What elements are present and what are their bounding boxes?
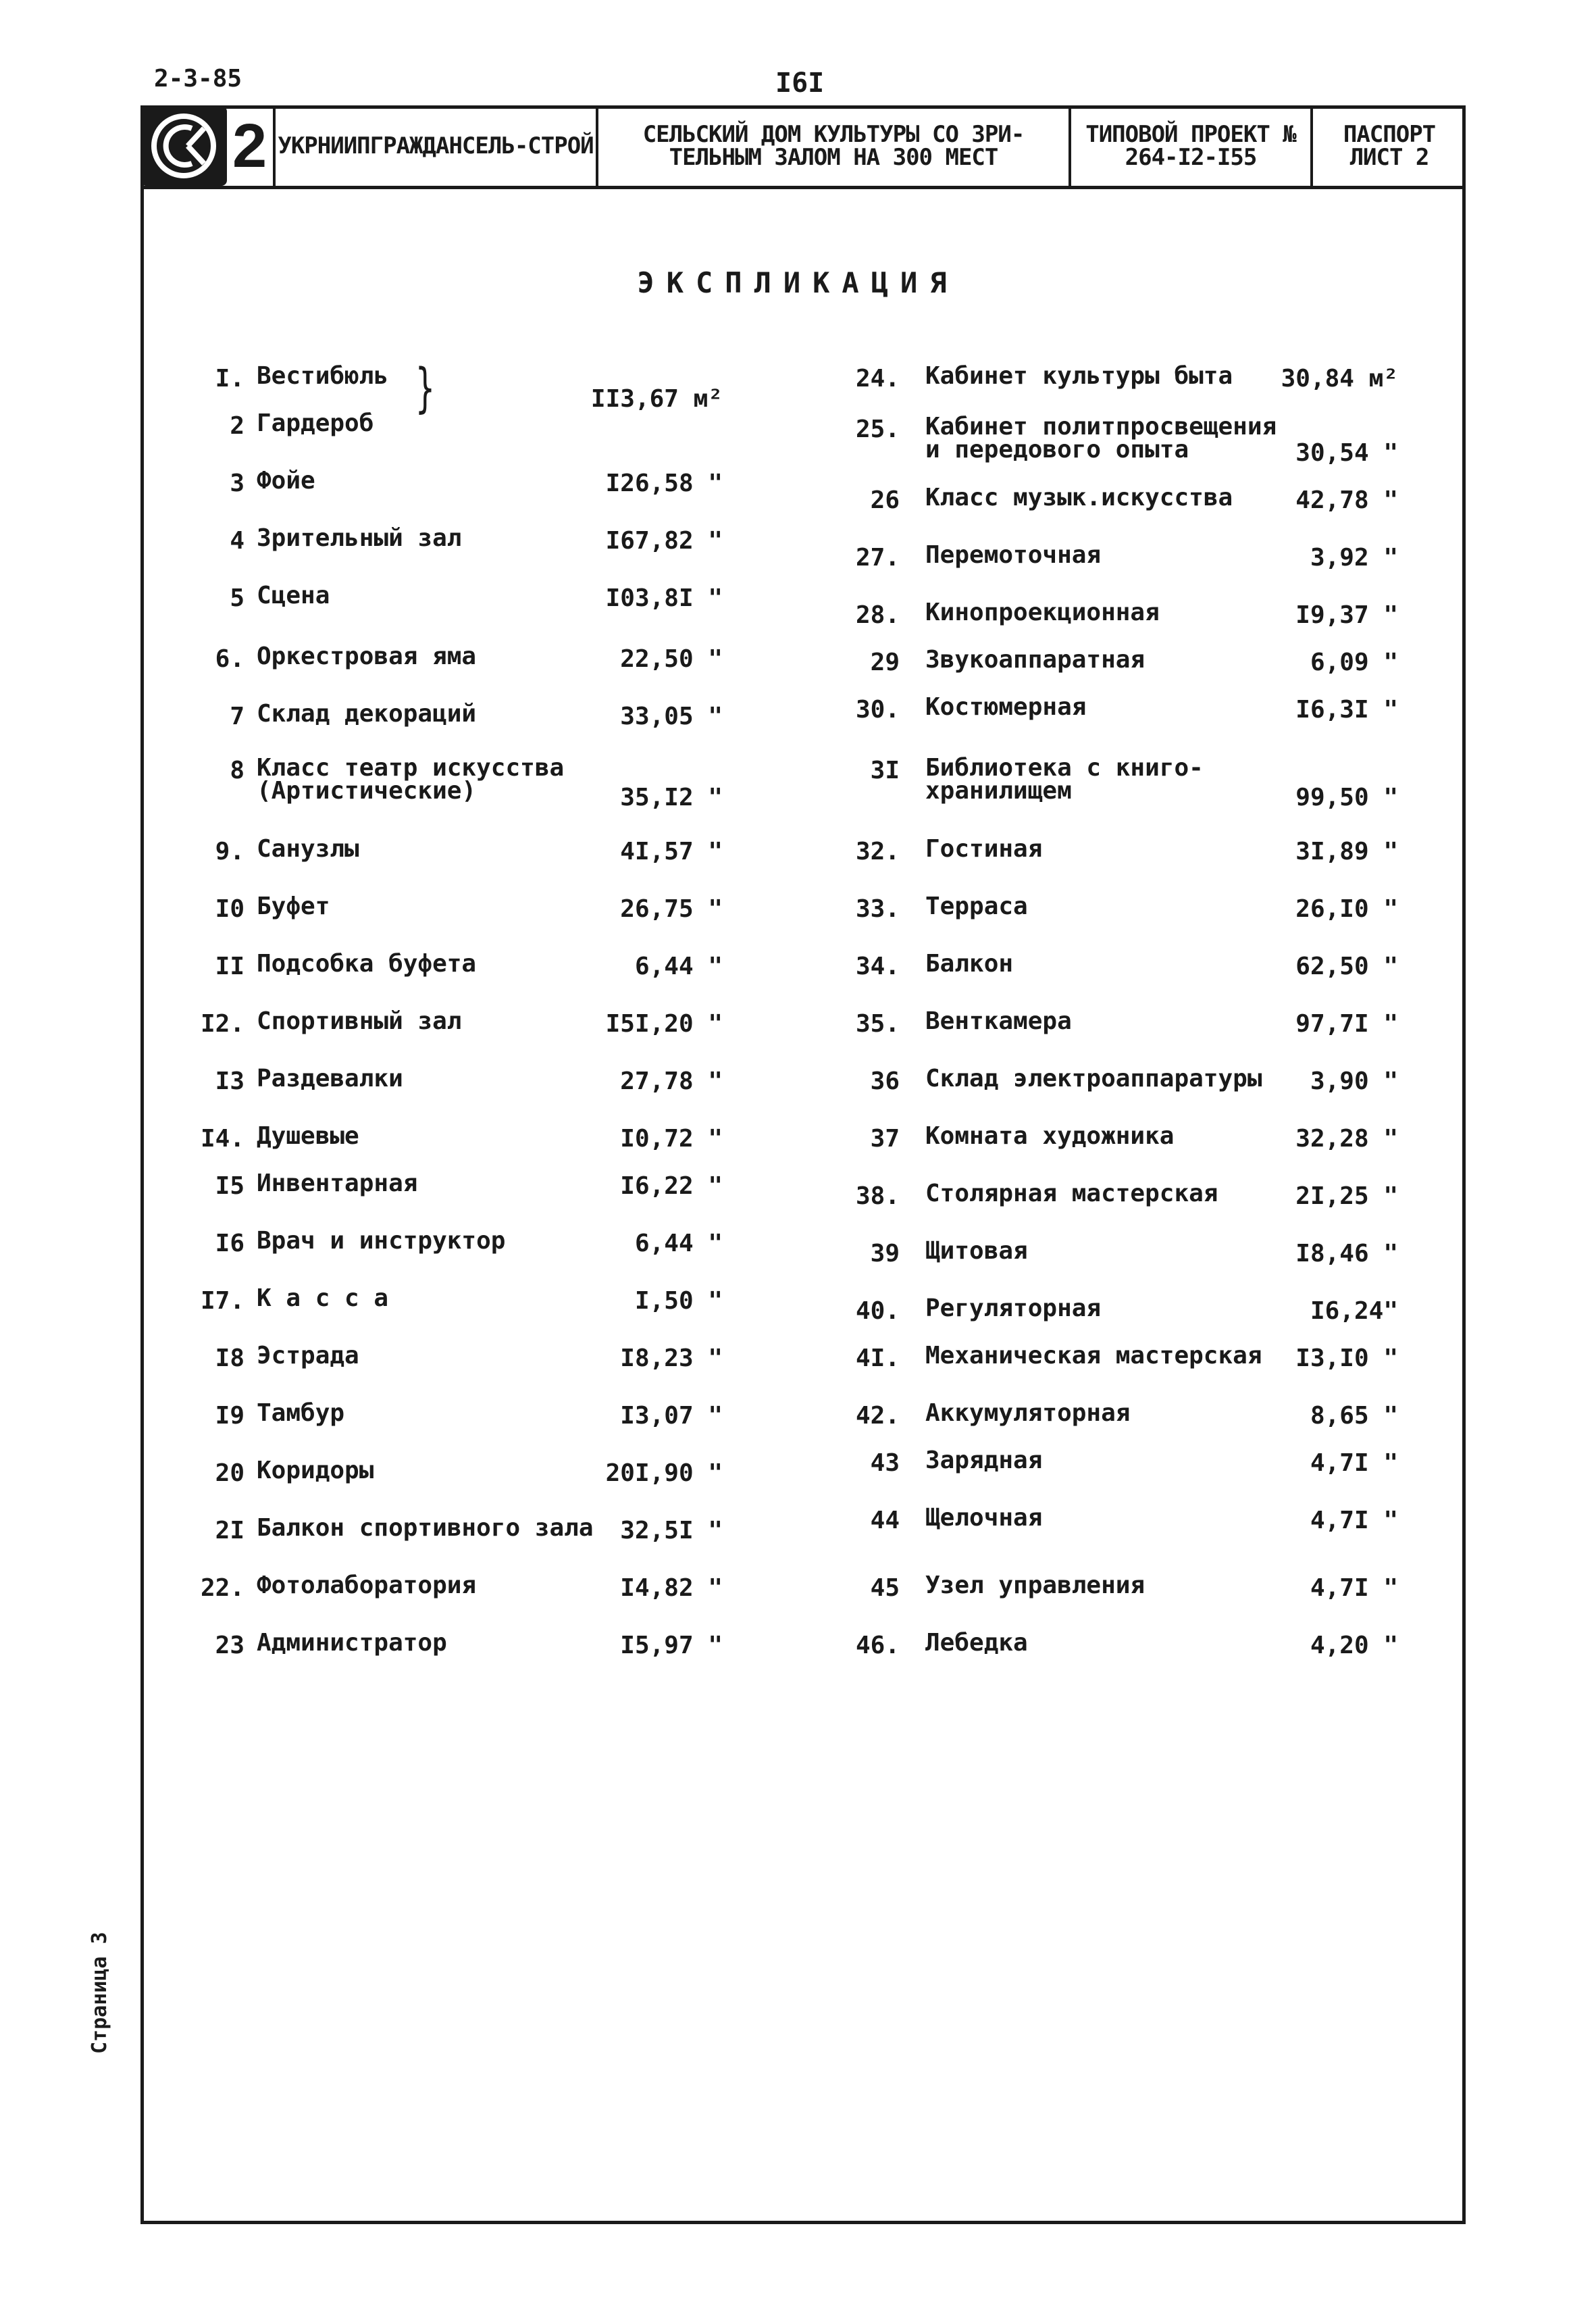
room-number: I2.: [200, 1010, 244, 1038]
room-number: 37: [870, 1125, 900, 1153]
room-number: 23: [215, 1632, 244, 1659]
room-name: Инвентарная: [257, 1169, 418, 1197]
explication-heading: ЭКСПЛИКАЦИЯ: [637, 266, 959, 299]
room-area: 32,5I ": [620, 1517, 723, 1544]
room-name: Подсобка буфета: [257, 950, 477, 978]
room-name: Кинопроекционная: [925, 599, 1160, 626]
room-area: I26,58 ": [605, 470, 723, 497]
room-name: Тамбур: [257, 1399, 345, 1427]
room-area: 6,44 ": [634, 953, 723, 980]
room-number: 8: [230, 757, 244, 784]
room-area: 4,7I ": [1310, 1449, 1398, 1477]
room-name: Сцена: [257, 582, 330, 609]
room-name: Зрительный зал: [257, 524, 462, 552]
room-number: 2I: [215, 1517, 244, 1544]
room-area: 6,09 ": [1310, 649, 1398, 676]
room-name: Фойе: [257, 467, 315, 495]
room-name: Склад электроаппаратуры: [925, 1065, 1262, 1092]
room-number: 34.: [855, 953, 900, 980]
room-number: 6.: [215, 645, 244, 673]
room-area: II3,67 м²: [590, 385, 723, 413]
room-number: 4: [230, 527, 244, 555]
room-name: Кабинет культуры быта: [925, 362, 1233, 390]
room-name: Столярная мастерская: [925, 1180, 1218, 1207]
room-name: Зарядная: [925, 1447, 1043, 1474]
room-area: 6,44 ": [634, 1230, 723, 1257]
room-number: 3I: [870, 757, 900, 784]
room-number: 33.: [855, 895, 900, 923]
room-name: Перемоточная: [925, 541, 1102, 569]
room-area: I8,46 ": [1295, 1240, 1398, 1267]
room-area: 99,50 ": [1295, 784, 1398, 811]
room-name: Щелочная: [925, 1504, 1043, 1532]
room-area: I0,72 ": [620, 1125, 723, 1153]
title-block: [140, 105, 1466, 189]
room-name: Гардероб: [257, 409, 374, 437]
room-name: Спортивный зал: [257, 1007, 462, 1035]
room-area: 26,I0 ": [1295, 895, 1398, 923]
sheet-code: 2-3-85: [154, 65, 242, 93]
room-name: Оркестровая яма: [257, 643, 477, 670]
room-area: I03,8I ": [605, 584, 723, 612]
room-area: I4,82 ": [620, 1574, 723, 1602]
room-number: 39: [870, 1240, 900, 1267]
room-area: I5I,20 ": [605, 1010, 723, 1038]
room-name: Терраса: [925, 892, 1028, 920]
room-name: Врач и инструктор: [257, 1227, 506, 1255]
room-area: 35,I2 ": [620, 784, 723, 811]
organization: УКРНИИПГРАЖДАНСЕЛЬ-СТРОЙ: [276, 105, 598, 186]
room-name: Венткамера: [925, 1007, 1072, 1035]
room-name: Фотолаборатория: [257, 1571, 477, 1599]
room-area: I67,82 ": [605, 527, 723, 555]
room-number: I9: [215, 1402, 244, 1430]
room-area: I,50 ": [634, 1287, 723, 1315]
room-number: 26: [870, 486, 900, 514]
room-name: Гостиная: [925, 835, 1043, 863]
room-area: 27,78 ": [620, 1067, 723, 1095]
room-name: Душевые: [257, 1122, 359, 1150]
room-name: К а с с а: [257, 1284, 389, 1312]
room-area: 4,7I ": [1310, 1507, 1398, 1534]
room-name: Балкон спортивного зала: [257, 1514, 594, 1542]
room-area: I5,97 ": [620, 1632, 723, 1659]
room-name: Санузлы: [257, 835, 359, 863]
room-number: I6: [215, 1230, 244, 1257]
passport-sheet: ПАСПОРТ ЛИСТ 2: [1343, 120, 1436, 171]
room-area: I9,37 ": [1295, 601, 1398, 629]
room-number: 42.: [855, 1402, 900, 1430]
room-number: I0: [215, 895, 244, 923]
side-stamp: Страница 3: [88, 1932, 111, 2054]
room-area: 8,65 ": [1310, 1402, 1398, 1430]
room-number: 27.: [855, 544, 900, 572]
room-name: Механическая мастерская: [925, 1342, 1262, 1369]
room-area: 30,84 м²: [1281, 365, 1398, 393]
room-number: 32.: [855, 838, 900, 865]
room-area: 22,50 ": [620, 645, 723, 673]
room-number: I8: [215, 1344, 244, 1372]
room-name: Звукоаппаратная: [925, 646, 1145, 674]
room-area: I3,07 ": [620, 1402, 723, 1430]
room-name: Библиотека с книго- хранилищем: [925, 754, 1204, 805]
room-area: I3,I0 ": [1295, 1344, 1398, 1372]
room-number: 40.: [855, 1297, 900, 1325]
room-name: Щитовая: [925, 1237, 1028, 1265]
room-number: 43: [870, 1449, 900, 1477]
room-number: I4.: [200, 1125, 244, 1153]
room-number: 45: [870, 1574, 900, 1602]
room-area: 30,54 ": [1295, 439, 1398, 467]
typical-project: ТИПОВОЙ ПРОЕКТ № 264-I2-I55: [1071, 105, 1313, 186]
room-name: Регуляторная: [925, 1294, 1102, 1322]
room-number: II: [215, 953, 244, 980]
room-name: Кабинет политпросвещения и передового опыта: [925, 413, 1277, 463]
room-area: 33,05 ": [620, 703, 723, 730]
ck-logo-icon: [140, 106, 227, 186]
room-name: Класс театр искусства (Артистические): [257, 754, 565, 805]
room-area: 97,7I ": [1295, 1010, 1398, 1038]
room-number: 36: [870, 1067, 900, 1095]
room-area: I6,3I ": [1295, 696, 1398, 724]
room-name: Узел управления: [925, 1571, 1145, 1599]
room-name: Склад декораций: [257, 700, 477, 728]
room-number: I7.: [200, 1287, 244, 1315]
project-title: СЕЛЬСКИЙ ДОМ КУЛЬТУРЫ СО ЗРИ-ТЕЛЬНЫМ ЗАЛОМ НА 300 МЕСТ: [598, 105, 1071, 186]
page-number: I6I: [775, 68, 825, 99]
room-name: Класс музык.искусства: [925, 484, 1233, 511]
room-number: 7: [230, 703, 244, 730]
logo-number: 2: [232, 111, 267, 180]
room-number: 24.: [855, 365, 900, 393]
room-area: I6,22 ": [620, 1172, 723, 1200]
room-name: Лебедка: [925, 1629, 1028, 1657]
room-number: 5: [230, 584, 244, 612]
room-area: 4,20 ": [1310, 1632, 1398, 1659]
room-name: Администратор: [257, 1629, 447, 1657]
room-number: 44: [870, 1507, 900, 1534]
room-number: 30.: [855, 696, 900, 724]
room-number: 46.: [855, 1632, 900, 1659]
room-area: 42,78 ": [1295, 486, 1398, 514]
room-name: Буфет: [257, 892, 330, 920]
room-area: 2I,25 ": [1295, 1182, 1398, 1210]
room-number: 25.: [855, 416, 900, 443]
room-name: Эстрада: [257, 1342, 359, 1369]
brace-rows-1-2: }: [415, 358, 435, 419]
room-area: 4I,57 ": [620, 838, 723, 865]
room-number: 3: [230, 470, 244, 497]
room-number: 22.: [200, 1574, 244, 1602]
room-name: Аккумуляторная: [925, 1399, 1131, 1427]
room-area: 26,75 ": [620, 895, 723, 923]
room-name: Вестибюль: [257, 362, 389, 390]
room-area: 32,28 ": [1295, 1125, 1398, 1153]
room-name: Раздевалки: [257, 1065, 403, 1092]
room-number: 2: [230, 412, 244, 440]
room-number: 9.: [215, 838, 244, 865]
room-name: Коридоры: [257, 1457, 374, 1484]
room-number: 4I.: [855, 1344, 900, 1372]
room-area: I8,23 ": [620, 1344, 723, 1372]
room-area: 3I,89 ": [1295, 838, 1398, 865]
room-name: Комната художника: [925, 1122, 1175, 1150]
room-number: I3: [215, 1067, 244, 1095]
room-number: 35.: [855, 1010, 900, 1038]
room-area: I6,24": [1310, 1297, 1398, 1325]
room-area: 62,50 ": [1295, 953, 1398, 980]
room-number: I5: [215, 1172, 244, 1200]
room-area: 20I,90 ": [605, 1459, 723, 1487]
room-area: 4,7I ": [1310, 1574, 1398, 1602]
room-name: Балкон: [925, 950, 1014, 978]
logo-cell: [140, 105, 276, 186]
room-number: 28.: [855, 601, 900, 629]
room-number: 29: [870, 649, 900, 676]
room-number: 38.: [855, 1182, 900, 1210]
room-area: 3,92 ": [1310, 544, 1398, 572]
room-area: 3,90 ": [1310, 1067, 1398, 1095]
room-number: 20: [215, 1459, 244, 1487]
room-name: Костюмерная: [925, 693, 1087, 721]
room-number: I.: [215, 365, 244, 393]
